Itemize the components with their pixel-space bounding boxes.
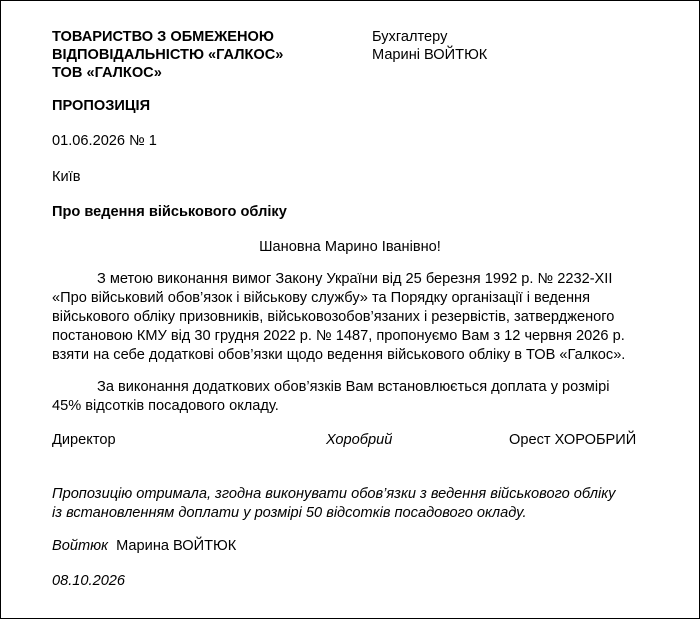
body-line: військового обліку призовників, військовозобов’язаних і резервістів, затвердженого	[52, 309, 615, 325]
signatory-name: Орест ХОРОБРИЙ	[509, 432, 637, 448]
employee-signature-block	[52, 537, 236, 555]
acceptance-line: із встановленням доплати у розмірі 50 відсотків посадового окладу.	[52, 505, 527, 521]
director-signature: Хоробрий	[326, 432, 393, 448]
body-line: З метою виконання вимог Закону України від 25 березня 1992 р. № 2232-XII	[97, 271, 613, 287]
acceptance-note	[52, 485, 662, 523]
org-name-line2: ВІДПОВІДАЛЬНІСТЮ «ГАЛКОС»	[52, 47, 284, 63]
document-date-number: 01.06.2026 № 1	[52, 133, 157, 149]
addressee-position: Бухгалтеру	[372, 29, 448, 45]
document-type: ПРОПОЗИЦІЯ	[52, 98, 151, 114]
document-subject: Про ведення військового обліку	[52, 204, 287, 220]
org-name-line1: ТОВАРИСТВО З ОБМЕЖЕНОЮ	[52, 29, 274, 45]
addressee-block	[372, 28, 487, 64]
document-city: Київ	[52, 169, 81, 185]
acceptance-date: 08.10.2026	[52, 573, 126, 589]
org-short-name: ТОВ «ГАЛКОС»	[52, 65, 162, 81]
body-line: За виконання додаткових обов’язків Вам встановлюється доплата у розмірі	[97, 379, 610, 395]
body-line: взяти на себе додаткові обов’язки щодо ведення військового обліку в ТОВ «Галкос».	[52, 347, 626, 363]
addressee-name: Марині ВОЙТЮК	[372, 47, 488, 63]
employee-name: Марина ВОЙТЮК	[116, 538, 237, 554]
body-paragraph-1	[52, 270, 662, 365]
body-paragraph-2	[52, 378, 662, 416]
body-line: 45% відсотків посадового окладу.	[52, 398, 279, 414]
signatory-position: Директор	[52, 432, 116, 448]
employee-signature: Войтюк	[52, 538, 108, 554]
organization-header	[52, 28, 283, 82]
body-line: постановою КМУ від 30 грудня 2022 р. № 1487, пропонуємо Вам з 12 червня 2026 р.	[52, 328, 625, 344]
body-line: «Про військовий обов’язок і військову службу» та Порядку організації і ведення	[52, 290, 591, 306]
greeting: Шановна Марино Іванівно!	[259, 239, 441, 255]
acceptance-line: Пропозицію отримала, згодна виконувати обов’язки з ведення військового обліку	[52, 486, 616, 502]
